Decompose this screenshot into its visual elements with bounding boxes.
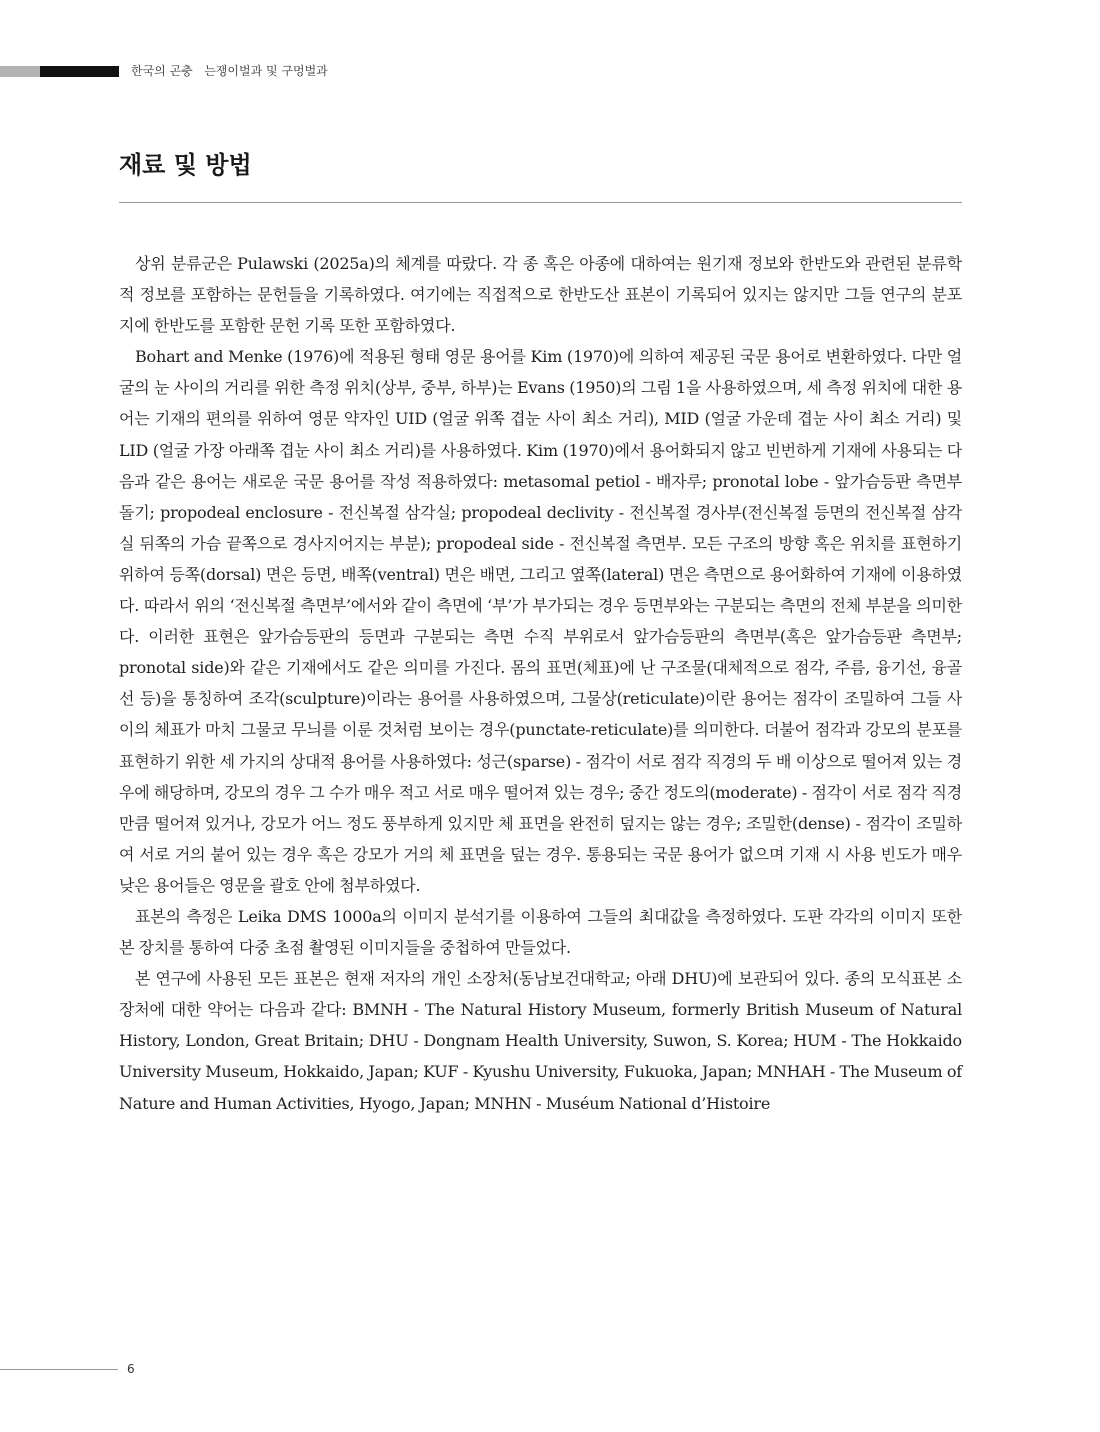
footer-divider xyxy=(0,1369,118,1370)
header-decor-bar xyxy=(0,66,119,77)
paragraph-classification: 상위 분류군은 Pulawski (2025a)의 체계를 따랐다. 각 종 혹은 아종에 대하여는 원기재 정보와 한반도와 관련된 분류학적 정보를 포함하는 문헌들을 기록하였다. 여기에는 직접적으로 한반도산 표본이 기록되어 있지는 않지만 그들 연구의 분포지에 한반도를 포함한 문헌 기록 또한 포함하였다. xyxy=(119,254,962,336)
paragraph-terminology: Bohart and Menke (1976)에 적용된 형태 영문 용어를 Kim (1970)에 의하여 제공된 국문 용어로 변환하였다. 다만 얼굴의 눈 사이의 거리를 위한 측정 위치(상부, 중부, 하부)는 Evans (1950)의 그림 1을 사용하였으며, 세 측정 위치에 대한 용어는 기재의 편의를 위하여 영문 약자인 UID (얼굴 위쪽 겹눈 사이 최소 거리), MID (얼굴 가운데 겹눈 사이 최소 거리) 및 LID (얼굴 가장 아래쪽 겹눈 사이 최소 거리)를 사용하였다. Kim (1970)에서 용어화되지 않고 빈번하게 기재에 사용되는 다음과 같은 용어는 새로운 국문 용어를 작성 적용하였다: metasomal petiol - 배자루; pronotal lobe - 앞가슴등판 측면부 돌기; propodeal enclosure - 전신복절 삼각실; propodeal declivity - 전신복절 경사부(전신복절 등면의 전신복절 삼각실 뒤쪽의 가슴 끝쪽으로 경사지어지는 부분); propodeal side - 전신복절 측면부. 모든 구조의 방향 혹은 위치를 표현하기 위하여 등쪽(dorsal) 면은 등면, 배쪽(ventral) 면은 배면, 그리고 옆쪽(lateral) 면은 측면으로 용어화하여 기재에 이용하였다. 따라서 위의 ‘전신복절 측면부’에서와 같이 측면에 ‘부’가 부가되는 경우 등면부와는 구분되는 측면의 전체 부분을 의미한다. 이러한 표현은 앞가슴등판의 등면과 구분되는 측면 수직 부위로서 앞가슴등판의 측면부(혹은 앞가슴등판 측면부; pronotal side)와 같은 기재에서도 같은 의미를 가진다. 몸의 표면(체표)에 난 구조물(대체적으로 점각, 주름, 융기선, 융골선 등)을 통칭하여 조각(sculpture)이라는 용어를 사용하였으며, 그물상(reticulate)이란 용어는 점각이 조밀하여 그들 사이의 체표가 마치 그물코 무늬를 이룬 것처럼 보이는 경우(punctate-reticulate)를 의미한다. 더불어 점각과 강모의 분포를 표현하기 위한 세 가지의 상대적 용어를 사용하였다: 성근(sparse) - 점각이 서로 점각 직경의 두 배 이상으로 떨어져 있는 경우에 해당하며, 강모의 경우 그 수가 매우 적고 서로 매우 떨어져 있는 경우; 중간 정도의(moderate) - 점각이 서로 점각 직경만큼 떨어져 있거나, 강모가 어느 정도 풍부하게 있지만 체 표면을 완전히 덮지는 않는 경우; 조밀한(dense) - 점각이 조밀하여 서로 거의 붙어 있는 경우 혹은 강모가 거의 체 표면을 덮는 경우. 통용되는 국문 용어가 없으며 기재 시 사용 빈도가 매우 낮은 용어들은 영문을 괄호 안에 첨부하였다. xyxy=(119,347,962,895)
paragraph-depositories: 본 연구에 사용된 모든 표본은 현재 저자의 개인 소장처(동남보건대학교; 아래 DHU)에 보관되어 있다. 종의 모식표본 소장처에 대한 약어는 다음과 같다: BMNH - The Natural History Museum, formerly British Museum of Natural History, London, Great Britain; DHU - Dongnam Health University, Suwon, S. Korea; HUM - The Hokkaido University Museum, Hokkaido, Japan; KUF - Kyushu University, Fukuoka, Japan; MNHAH - The Museum of Nature and Human Activities, Hyogo, Japan; MNHN - Muséum National d’Histoire xyxy=(119,969,962,1113)
section-title: 재료 및 방법 xyxy=(119,151,252,179)
paragraph-measurement: 표본의 측정은 Leika DMS 1000a의 이미지 분석기를 이용하여 그들의 최대값을 측정하였다. 도판 각각의 이미지 또한 본 장치를 통하여 다중 초점 촬영된 이미지들을 중첩하여 만들었다. xyxy=(119,906,962,958)
running-head: 한국의 곤충 는쟁이벌과 및 구멍벌과 xyxy=(131,64,328,78)
page-number: 6 xyxy=(127,1362,135,1376)
body-text xyxy=(119,248,962,1119)
header-bar-light-segment xyxy=(0,66,40,77)
title-divider xyxy=(119,202,962,203)
header-bar-dark-segment xyxy=(40,66,119,77)
